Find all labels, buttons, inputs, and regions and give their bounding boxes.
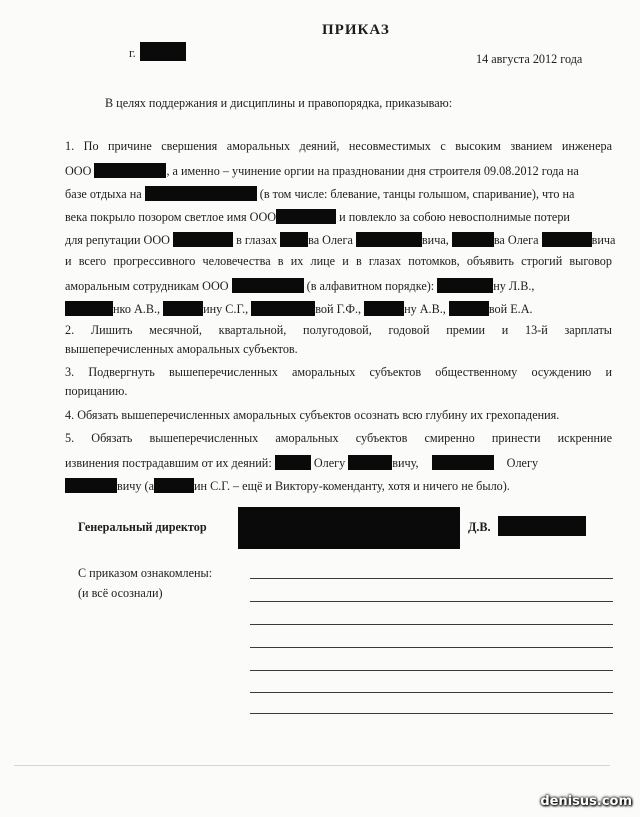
p3-line-1: 3. Подвергнуть вышеперечисленных аморальных субъектов общественному осуждению и [65,365,612,379]
redacted-name [356,232,422,247]
city-prefix: г. [129,46,136,60]
p5-line-3 [65,478,612,493]
p1-l7c: ну Л.В., [493,279,535,293]
redacted-name [542,232,592,247]
p1-line-2 [65,163,612,178]
site-watermark: denisus.com [540,794,632,809]
redacted-director-name [498,516,586,536]
redacted-city [140,42,186,61]
signature-line [250,670,613,671]
p1-l8b: ину С.Г., [203,302,249,316]
scan-artifact [14,765,610,766]
signature-initials: Д.В. [468,520,491,534]
p1-line-3 [65,186,612,201]
p1-l4b: и повлекло за собою невосполнимые потери [339,210,570,224]
p1-l8c: вой Г.Ф., [315,302,362,316]
signature-line [250,601,613,602]
signature-line [250,624,613,625]
signature-line [250,578,613,579]
redacted-name [280,232,308,247]
p1-l5b: в глазах [236,233,278,247]
acknowledged-label: С приказом ознакомлены: [78,566,213,580]
p1-l5c: ва Олега [308,233,353,247]
p1-l5a: для репутации ООО [65,233,170,247]
redacted-name [163,301,203,316]
acknowledged-note: (и всё осознали) [78,586,163,600]
p1-l8e: вой Е.А. [488,302,533,316]
p2-line-2: вышеперечисленных аморальных субъектов. [65,342,298,356]
p2-line-1: 2. Лишить месячной, квартальной, полугодовой, годовой премии и 13-й зарплаты [65,323,612,337]
redacted-name [452,232,494,247]
p1-l2b: , а именно – учинение оргии на праздновании дня строителя 09.08.2012 года на [166,164,579,178]
redacted-name [65,478,117,493]
redacted-name [154,478,194,493]
p1-l3b: (в том числе: блевание, танцы голышом, спаривание), что на [259,187,575,201]
p1-l8a: нко А.В., [113,302,161,316]
p1-line-8 [65,301,612,316]
p5-l2a: извинения пострадавшим от их деяний: [65,456,272,470]
redacted-location [145,186,257,201]
redacted-name [275,455,311,470]
preamble: В целях поддержания и дисциплины и правопорядка, приказываю: [105,96,453,110]
p5-line-2 [65,455,612,470]
p5-l2b: Олегу [313,456,346,470]
signature-line [250,647,613,648]
p1-l7a: аморальным сотрудникам ООО [65,279,229,293]
p1-line-7 [65,278,612,293]
redacted-signature [238,507,460,549]
p5-l2c: вичу, [392,456,419,470]
signature-position: Генеральный директор [78,520,207,534]
p1-l3a: базе отдыха на [65,187,142,201]
p1-line-1: 1. По причине свершения аморальных деяний, несовместимых с высоким званием инженера [65,139,612,153]
doc-date: 14 августа 2012 года [476,52,583,66]
p5-l3b: ин С.Г. – ещё и Виктору-коменданту, хотя и ничего не было). [194,479,510,493]
redacted-company [276,209,336,224]
redacted-name [251,301,315,316]
redacted-company [94,163,166,178]
redacted-name [364,301,404,316]
p5-l2d: Олегу [506,456,539,470]
doc-title: ПРИКАЗ [322,22,390,38]
redacted-name [65,301,113,316]
redacted-name [348,455,392,470]
p1-l5d: вича, [421,233,449,247]
signature-line [250,713,613,714]
redacted-name [437,278,493,293]
p1-line-4 [65,209,612,224]
redacted-company [173,232,233,247]
p1-l7b: (в алфавитном порядке): [306,279,435,293]
p4-line-1: 4. Обязать вышеперечисленных аморальных субъектов осознать всю глубину их грехопадения. [65,408,560,422]
p1-l5e: ва Олега [493,233,539,247]
p5-line-1: 5. Обязать вышеперечисленных аморальных субъектов смиренно принести искренние [65,431,612,445]
signature-line [250,692,613,693]
p1-l5f: вича [591,233,616,247]
redacted-company [232,278,304,293]
p1-line-6: и всего прогрессивного человечества в их лице и в глазах потомков, объявить строгий выговор [65,254,612,268]
p5-l3a: вичу (а [117,479,155,493]
p1-l8d: ну А.В., [404,302,446,316]
p1-l4a: века покрыло позором светлое имя ООО [65,210,277,224]
p1-l2a: ООО [65,164,92,178]
redacted-name [432,455,494,470]
p1-line-5 [65,232,616,247]
redacted-name [449,301,489,316]
p3-line-2: порицанию. [65,384,128,398]
